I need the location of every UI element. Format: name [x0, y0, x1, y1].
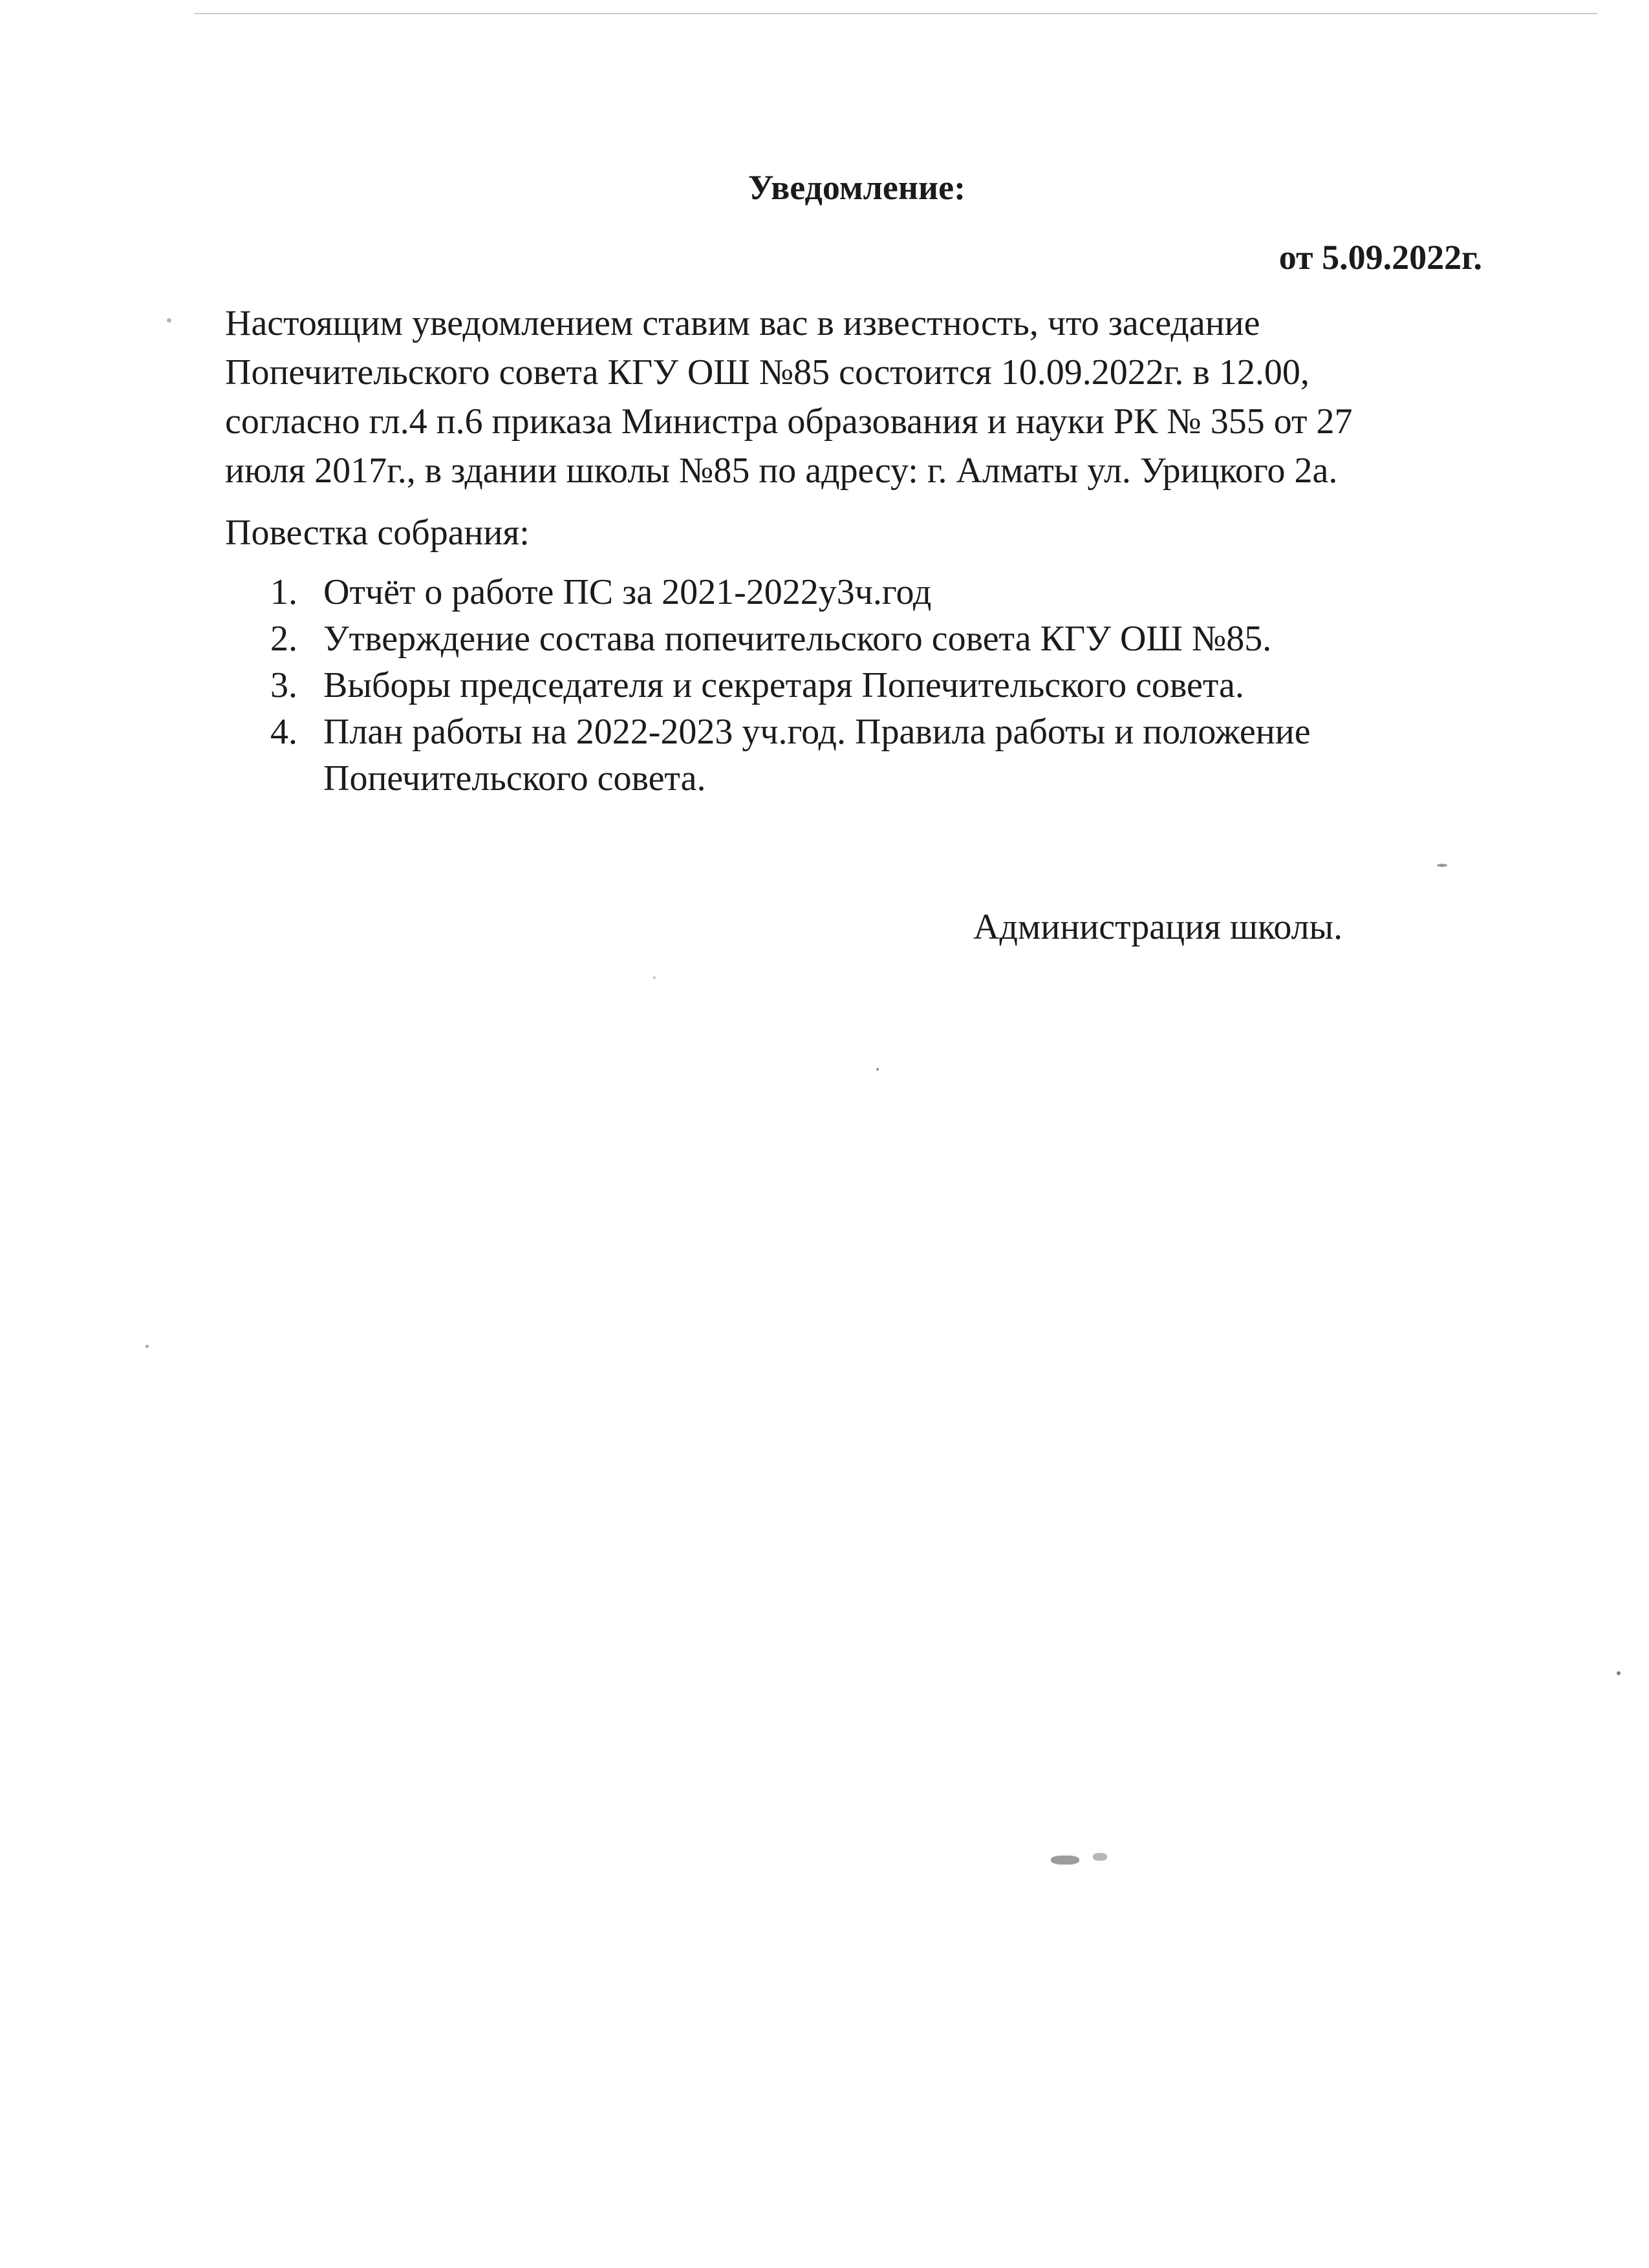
scan-speck [146, 1345, 149, 1348]
scan-speck [1093, 1853, 1107, 1861]
agenda-item-text: План работы на 2022-2023 уч.год. Правила работы и положение [323, 712, 1311, 752]
agenda-item-number: 1. [270, 572, 297, 612]
notice-body [225, 299, 1454, 495]
agenda-item-number: 2. [270, 619, 297, 659]
notice-body-line: согласно гл.4 п.6 приказа Министра образования и науки РК № 355 от 27 [225, 401, 1353, 442]
notice-body-line: Настоящим уведомлением ставим вас в известность, что заседание [225, 303, 1260, 343]
scan-top-edge [194, 13, 1597, 14]
agenda-item-number: 4. [270, 712, 297, 752]
notice-body-line: Попечительского совета КГУ ОШ №85 состоится 10.09.2022г. в 12.00, [225, 352, 1310, 392]
agenda-list [225, 569, 1486, 802]
document-title: Уведомление: [748, 168, 966, 207]
agenda-item [225, 662, 1486, 709]
agenda-item-text: Выборы председателя и секретаря Попечительского совета. [323, 665, 1244, 705]
agenda-item [225, 569, 1486, 615]
scan-speck [876, 1068, 879, 1071]
scan-speck [1051, 1856, 1079, 1865]
notice-body-line: июля 2017г., в здании школы №85 по адресу: г. Алматы ул. Урицкого 2а. [225, 451, 1338, 491]
document-date: от 5.09.2022г. [1278, 238, 1482, 277]
agenda-title: Повестка собрания: [225, 513, 530, 553]
scan-speck [1437, 864, 1447, 867]
scan-speck [167, 318, 171, 323]
agenda-item [225, 709, 1486, 802]
scan-speck [653, 976, 656, 979]
agenda-item [225, 615, 1486, 662]
agenda-item-text: Отчёт о работе ПС за 2021-2022у3ч.год [323, 572, 932, 612]
agenda-item-number: 3. [270, 665, 297, 705]
agenda-item-text: Утверждение состава попечительского совета КГУ ОШ №85. [323, 619, 1272, 659]
scan-speck [1617, 1671, 1621, 1675]
agenda-item-text: Попечительского совета. [323, 758, 706, 798]
signature: Администрация школы. [973, 907, 1343, 947]
